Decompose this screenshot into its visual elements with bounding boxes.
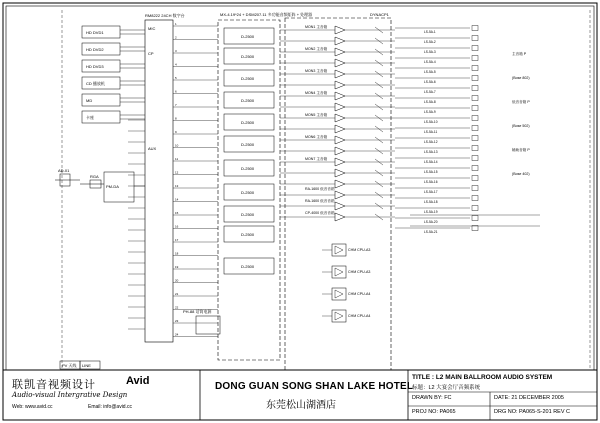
processor-module-label: D-2500 bbox=[241, 190, 255, 195]
side-note: (Bose 802) bbox=[512, 76, 530, 80]
amplifier-symbol bbox=[335, 191, 345, 199]
drawn-by: DRAWN BY: FC bbox=[412, 395, 452, 401]
matrix-port-number: 7 bbox=[175, 103, 177, 107]
amplifier-symbol bbox=[335, 147, 345, 155]
matrix-port-number: 24 bbox=[175, 332, 179, 337]
speaker-code: LS-5A-11 bbox=[424, 130, 438, 134]
company-brand: Avid bbox=[126, 375, 150, 387]
amp-rack-title: DYNACP1 bbox=[370, 12, 389, 17]
cpu-box bbox=[332, 288, 346, 300]
company-email: Email: info@avid.cc bbox=[88, 404, 132, 410]
amplifier-symbol bbox=[335, 92, 345, 100]
mixer-title: RM8222 24CH 数字台 bbox=[145, 13, 185, 18]
amplifier-symbol bbox=[335, 213, 345, 221]
amplifier-symbol bbox=[335, 48, 345, 56]
speaker-code: LS-5A-20 bbox=[424, 220, 438, 224]
mixer-label-aux: AUX bbox=[148, 146, 157, 151]
processor-blocks bbox=[224, 28, 274, 274]
speaker-symbol bbox=[472, 86, 478, 91]
speaker-code: LS-5A-4 bbox=[424, 60, 436, 64]
source-label: HD DVD3 bbox=[86, 64, 104, 69]
source-devices bbox=[82, 26, 145, 186]
channel-label: MON6 主音箱 bbox=[305, 135, 328, 139]
cpu-blocks bbox=[322, 244, 370, 322]
matrix-port-number: 4 bbox=[175, 62, 177, 67]
mixer-label-mic: MIC bbox=[148, 26, 156, 31]
speaker-code: LS-5A-13 bbox=[424, 150, 438, 154]
side-note: 主音箱 P bbox=[512, 52, 527, 56]
channel-label: MON7 主音箱 bbox=[305, 157, 328, 161]
matrix-port-number: 12 bbox=[175, 170, 179, 175]
source-label: MD bbox=[86, 98, 93, 103]
speaker-symbol bbox=[472, 186, 478, 191]
speaker-code: LS-5A-6 bbox=[424, 80, 436, 84]
side-note: 低音音箱 P bbox=[512, 100, 530, 104]
matrix-port-number: 3 bbox=[175, 49, 177, 53]
matrix-port-number: 10 bbox=[175, 143, 179, 148]
channel-label: MON5 主音箱 bbox=[305, 113, 328, 117]
cpu-amp-symbol bbox=[335, 246, 343, 254]
speaker-code: LS-5A-3 bbox=[424, 50, 436, 54]
amplifier-symbol bbox=[335, 70, 345, 78]
speaker-symbol bbox=[472, 136, 478, 141]
speaker-symbol bbox=[472, 126, 478, 131]
source-label: CD 播放机 bbox=[86, 81, 105, 86]
speaker-symbol bbox=[472, 146, 478, 151]
speaker-code: LS-5A-14 bbox=[424, 160, 438, 164]
matrix-port-number: 23 bbox=[175, 319, 179, 323]
speaker-symbol bbox=[472, 26, 478, 31]
matrix-port-number: 8 bbox=[175, 116, 177, 121]
side-notes bbox=[512, 51, 530, 176]
speaker-outputs bbox=[395, 26, 540, 235]
amplifier-channels bbox=[280, 24, 395, 221]
speaker-symbol bbox=[472, 96, 478, 101]
channel-label: RA-1600 低音音箱 bbox=[305, 187, 335, 191]
company-name-en: Audio-visual Intergrative Design bbox=[12, 391, 128, 399]
processor-module-label: D-2500 bbox=[241, 34, 255, 39]
speaker-symbol bbox=[472, 226, 478, 231]
matrix-port-number: 18 bbox=[175, 251, 179, 256]
speaker-code: LS-5A-2 bbox=[424, 40, 436, 44]
cpu-amp-symbol bbox=[335, 268, 343, 276]
speaker-code: LS-5A-10 bbox=[424, 120, 438, 124]
matrix-port-number: 2 bbox=[175, 35, 177, 40]
input-label-c: PM-DA bbox=[106, 184, 119, 189]
processor-rack bbox=[183, 11, 312, 360]
channel-label: CP-4000 低音音箱 bbox=[305, 211, 335, 215]
legend-item-1: PV 天线 bbox=[62, 363, 77, 368]
processor-module-label: D-2500 bbox=[241, 212, 255, 217]
amplifier-symbol bbox=[335, 169, 345, 177]
project-number: PROJ NO: PA065 bbox=[412, 409, 456, 415]
processor-module-label: D-2500 bbox=[241, 142, 255, 147]
channel-label: MON1 主音箱 bbox=[305, 25, 328, 29]
speaker-code: LS-5A-18 bbox=[424, 200, 438, 204]
source-label: HD DVD2 bbox=[86, 47, 104, 52]
processor-module-label: D-2500 bbox=[241, 120, 255, 125]
drawing-title-cn: 标题：L2 大宴会厅音频系统 bbox=[412, 385, 481, 391]
matrix-port-number: 13 bbox=[175, 184, 179, 188]
amplifier-symbol bbox=[335, 125, 345, 133]
speaker-code: LS-5A-17 bbox=[424, 190, 438, 194]
matrix-port-number: 22 bbox=[175, 305, 179, 310]
speaker-code: LS-5A-8 bbox=[424, 100, 436, 104]
amplifier-symbol bbox=[335, 103, 345, 111]
speaker-symbol bbox=[472, 156, 478, 161]
company-web: Web: www.avid.cc bbox=[12, 404, 53, 410]
speaker-symbol bbox=[472, 196, 478, 201]
speaker-symbol bbox=[472, 166, 478, 171]
mixer-label-cp: CP bbox=[148, 51, 154, 56]
speaker-code: LS-5A-21 bbox=[424, 230, 438, 234]
amplifier-symbol bbox=[335, 158, 345, 166]
input-block bbox=[55, 168, 134, 202]
amplifier-symbol bbox=[335, 37, 345, 45]
speaker-symbol bbox=[472, 216, 478, 221]
processor-module-label: D-2500 bbox=[241, 98, 255, 103]
channel-label: MON2 主音箱 bbox=[305, 47, 328, 51]
speaker-code: LS-5A-5 bbox=[424, 70, 436, 74]
matrix-port-number: 17 bbox=[175, 238, 179, 242]
channel-label: RA-1600 低音音箱 bbox=[305, 199, 335, 203]
matrix-port-number: 15 bbox=[175, 211, 179, 215]
speaker-code: LS-5A-12 bbox=[424, 140, 438, 144]
matrix-port-number: 11 bbox=[175, 157, 179, 161]
source-label: 卡座 bbox=[86, 115, 94, 120]
matrix-port-number: 6 bbox=[175, 89, 177, 94]
amplifier-symbol bbox=[335, 114, 345, 122]
cpu-box bbox=[332, 310, 346, 322]
matrix-port-number: 14 bbox=[175, 197, 179, 202]
cpu-label: CHM CPU-A3 bbox=[348, 270, 371, 274]
speaker-code: LS-5A-1 bbox=[424, 30, 436, 34]
matrix-port-number: 20 bbox=[175, 278, 179, 283]
matrix-port-number: 9 bbox=[175, 130, 177, 134]
company-name-cn: 联凯音视频设计 bbox=[12, 378, 96, 391]
project-name-en: DONG GUAN SONG SHAN LAKE HOTEL bbox=[215, 381, 414, 392]
matrix-port-number: 5 bbox=[175, 76, 177, 80]
amplifier-symbol bbox=[335, 26, 345, 34]
amplifier-symbol bbox=[335, 180, 345, 188]
project-name-cn: 东莞松山湖酒店 bbox=[266, 400, 336, 411]
cpu-label: CHM CPU-A4 bbox=[348, 292, 371, 296]
speaker-code: LS-5A-15 bbox=[424, 170, 438, 174]
channel-label: MON3 主音箱 bbox=[305, 69, 328, 73]
processor-module-label: D-2500 bbox=[241, 166, 255, 171]
amplifier-symbol bbox=[335, 136, 345, 144]
input-label-b: RGA bbox=[90, 174, 99, 179]
speaker-symbol bbox=[472, 36, 478, 41]
drawing-title-en: TITLE : L2 MAIN BALLROOM AUDIO SYSTEM bbox=[412, 374, 553, 381]
matrix-port-number: 16 bbox=[175, 224, 179, 229]
speaker-symbol bbox=[472, 56, 478, 61]
source-label: HD DVD1 bbox=[86, 30, 104, 35]
speaker-code: LS-5A-9 bbox=[424, 110, 436, 114]
matrix-port-number: 19 bbox=[175, 265, 179, 269]
cpu-label: CHM CPU-A3 bbox=[348, 248, 371, 252]
amplifier-symbol bbox=[335, 81, 345, 89]
side-note: (Bose 502) bbox=[512, 124, 530, 128]
speaker-symbol bbox=[472, 106, 478, 111]
processor-module-label: D-2500 bbox=[241, 76, 255, 81]
mixer-column bbox=[145, 12, 185, 342]
processor-title: MX-4.19*24 + DSM207.11 多功能音频矩阵 + 处理器 bbox=[220, 12, 313, 17]
drawing-number: DRG NO: PA065-S-201 REV C bbox=[494, 409, 571, 415]
amplifier-symbol bbox=[335, 202, 345, 210]
input-label-a: AD-01 bbox=[58, 168, 70, 173]
cpu-amp-symbol bbox=[335, 290, 343, 298]
cpu-label: CHM CPU-A4 bbox=[348, 314, 371, 318]
processor-module-label: D-2500 bbox=[241, 54, 255, 59]
cpu-box bbox=[332, 266, 346, 278]
speaker-code: LS-5A-7 bbox=[424, 90, 436, 94]
processor-module-label: D-2500 bbox=[241, 264, 255, 269]
side-note: (Bose 402) bbox=[512, 172, 530, 176]
speaker-symbol bbox=[472, 206, 478, 211]
cpu-box bbox=[332, 244, 346, 256]
speaker-symbol bbox=[472, 66, 478, 71]
drawing-date: DATE: 21 DECEMBER 2005 bbox=[494, 395, 564, 401]
amplifier-symbol bbox=[335, 59, 345, 67]
cpu-amp-symbol bbox=[335, 312, 343, 320]
speaker-symbol bbox=[472, 46, 478, 51]
legend-item-2: LINE bbox=[82, 363, 91, 368]
processor-module-label: D-2500 bbox=[241, 232, 255, 237]
speaker-code: LS-5A-19 bbox=[424, 210, 438, 214]
legend bbox=[60, 361, 100, 369]
processor-bottom-label: PH-88 话筒电源 bbox=[183, 309, 212, 314]
side-note: 辅助音箱 P bbox=[512, 148, 530, 152]
matrix-port-number: 21 bbox=[175, 292, 179, 296]
speaker-symbol bbox=[472, 176, 478, 181]
speaker-code: LS-5A-16 bbox=[424, 180, 438, 184]
speaker-symbol bbox=[472, 116, 478, 121]
channel-label: MON4 主音箱 bbox=[305, 91, 328, 95]
speaker-symbol bbox=[472, 76, 478, 81]
matrix-port-number: 1 bbox=[175, 22, 177, 26]
